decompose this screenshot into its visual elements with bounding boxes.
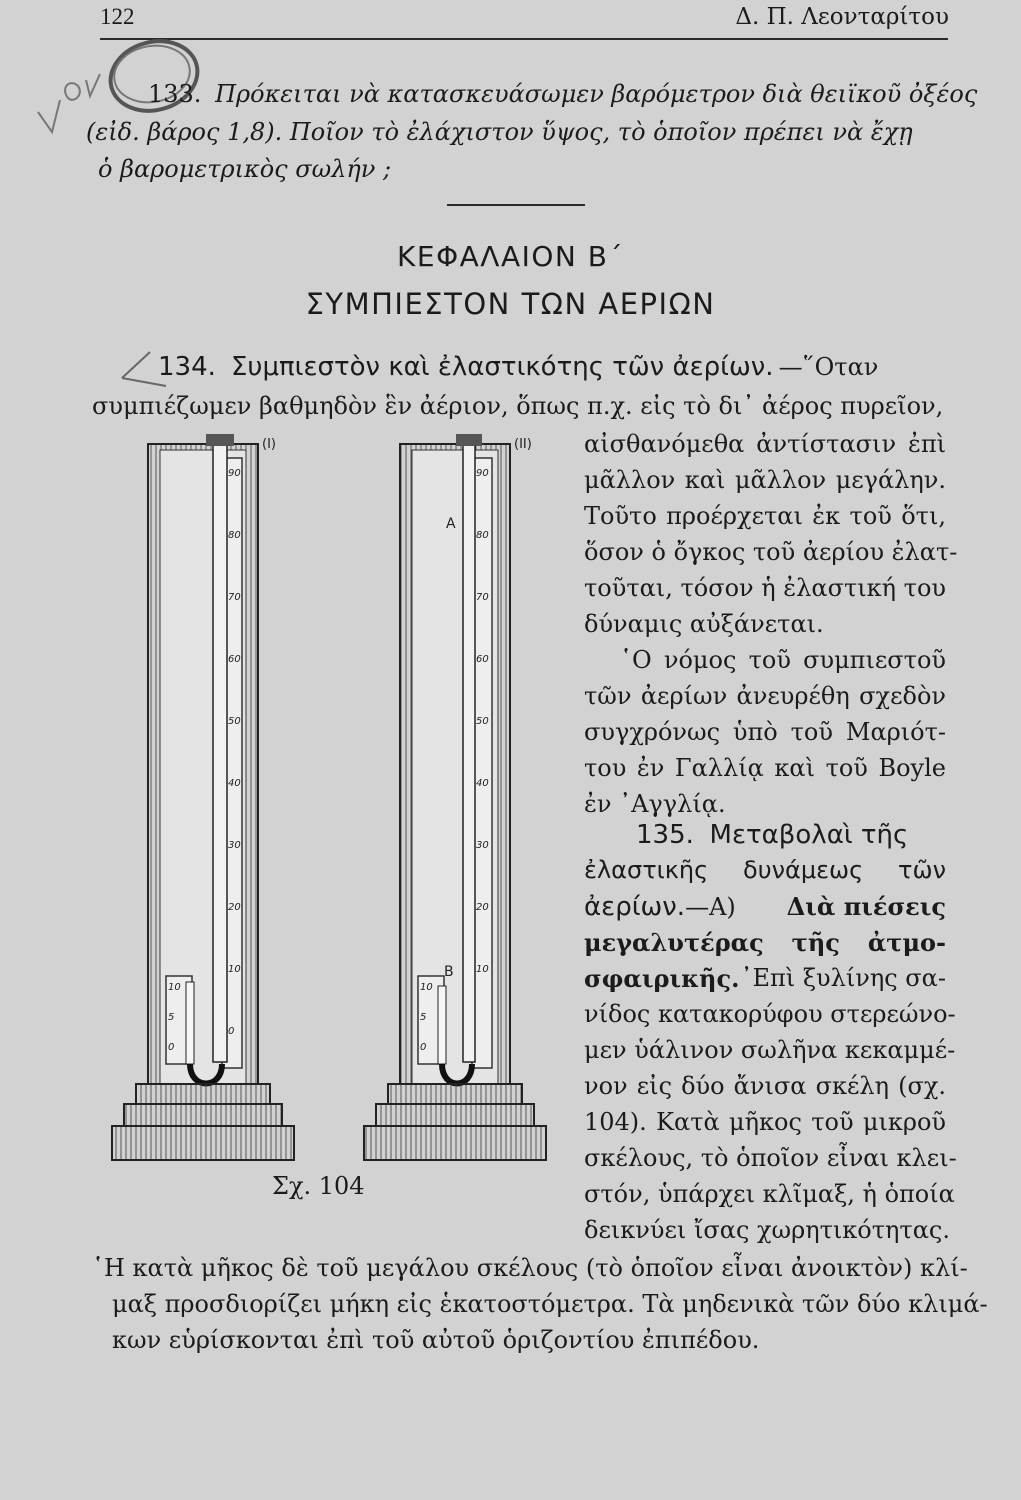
scale-ii-tick: 50 bbox=[476, 716, 489, 727]
exercise-line-2: (εἰδ. βάρος 1,8). Ποῖον τὸ ἐλάχιστον ὕψος, τὸ ὁποῖον πρέπει νὰ ἔχῃ bbox=[86, 118, 913, 146]
scale-i-tick: 20 bbox=[228, 902, 241, 913]
s135-body-line: 104). Κατὰ μῆκος τοῦ μικροῦ bbox=[584, 1108, 946, 1136]
scale-i-small-tick: 5 bbox=[168, 1012, 175, 1023]
scale-ii-tick: 10 bbox=[476, 964, 489, 975]
scale-ii-tick: 20 bbox=[476, 902, 489, 913]
s135-heading-3a: ἀερίων. bbox=[584, 892, 686, 922]
scale-i-tick: 80 bbox=[228, 530, 241, 541]
section-134-heading: Συμπιεστὸν καὶ ἐλαστικότης τῶν ἀερίων. bbox=[230, 352, 774, 382]
s135-heading-line-1 bbox=[636, 820, 946, 850]
exercise-number: 133. bbox=[148, 80, 202, 108]
right-column bbox=[584, 430, 958, 1210]
section-134-line-2: συμπιέζωμεν βαθμηδὸν ἓν ἀέριον, ὅπως π.χ. εἰς τὸ δι᾿ ἀέρος πυρεῖον, bbox=[92, 392, 944, 420]
scale-i-tick: 60 bbox=[228, 654, 241, 665]
page-number: 122 bbox=[100, 4, 135, 29]
scale-ii-tick: 60 bbox=[476, 654, 489, 665]
section-135-heading-1: Μεταβολαὶ τῆς bbox=[709, 820, 909, 850]
exercise-line-1 bbox=[148, 80, 977, 108]
scale-ii-small-tick: 0 bbox=[420, 1042, 427, 1053]
s135-sub-3: Διὰ πιέσεις bbox=[786, 892, 946, 921]
s134-col-line: μᾶλλον καὶ μᾶλλον μεγάλην. bbox=[584, 466, 946, 494]
section-135-number: 135. bbox=[636, 820, 694, 850]
scale-ii-small-tick: 10 bbox=[420, 982, 433, 993]
section-134-number: 134. bbox=[158, 352, 216, 382]
figure-104 bbox=[110, 430, 580, 1170]
scale-ii-tick: 80 bbox=[476, 530, 489, 541]
s134-para2-line: του ἐν Γαλλίᾳ καὶ τοῦ Boyle bbox=[584, 754, 946, 782]
s135-full-line: ῾Η κατὰ μῆκος δὲ τοῦ μεγάλου σκέλους (τὸ ὁποῖον εἶναι ἀνοικτὸν) κλί- bbox=[92, 1254, 968, 1282]
s135-full-line: κων εὑρίσκονται ἐπὶ τοῦ αὐτοῦ ὁριζοντίου ἐπιπέδου. bbox=[112, 1326, 760, 1354]
s135-body-5: ᾿Επὶ ξυλίνης σα- bbox=[740, 964, 946, 992]
scale-i-small-tick: 10 bbox=[168, 982, 181, 993]
section-separator bbox=[447, 204, 585, 206]
s134-col-line: τοῦται, τόσον ἡ ἐλαστική του bbox=[584, 574, 946, 602]
scale-i-tick: 10 bbox=[228, 964, 241, 975]
s134-col-line: Τοῦτο προέρχεται ἐκ τοῦ ὅτι, bbox=[584, 502, 946, 530]
figure-label-i: (I) bbox=[262, 437, 276, 452]
scale-ii-small-tick: 5 bbox=[420, 1012, 427, 1023]
s134-para2-line: τῶν ἀερίων ἀνευρέθη σχεδὸν bbox=[584, 682, 946, 710]
s134-col-line: αἰσθανόμεθα ἀντίστασιν ἐπὶ bbox=[584, 430, 946, 458]
scale-ii-tick: 40 bbox=[476, 778, 489, 789]
pencil-bracket-mark bbox=[120, 348, 200, 392]
running-header-author: Δ. Π. Λεονταρίτου bbox=[735, 4, 949, 30]
marker-b: B bbox=[444, 964, 454, 980]
s135-body-line: νίδος κατακορύφου στερεώνο- bbox=[584, 1000, 956, 1028]
scale-i-tick: 30 bbox=[228, 840, 241, 851]
marker-a: A bbox=[446, 516, 456, 532]
s135-sub-line-4: μεγαλυτέρας τῆς ἀτμο- bbox=[584, 928, 946, 957]
section-134-heading-line bbox=[158, 352, 948, 382]
s135-line-5 bbox=[584, 964, 946, 993]
s135-heading-3b: —Α) bbox=[685, 893, 736, 921]
scale-i-small-tick: 0 bbox=[168, 1042, 175, 1053]
exercise-line-3: ὁ βαρομετρικὸς σωλήν ; bbox=[98, 155, 392, 183]
s135-body-line: στόν, ὑπάρχει κλῖμαξ, ἡ ὁποία bbox=[584, 1180, 955, 1208]
section-134-run-in: —῞Οταν bbox=[778, 353, 879, 381]
s134-col-line: δύναμις αὐξάνεται. bbox=[584, 610, 824, 638]
s135-body-line: δεικνύει ἴσας χωρητικότητας. bbox=[584, 1216, 950, 1244]
scale-i-tick: 90 bbox=[228, 468, 241, 479]
chapter-label: ΚΕΦΑΛΑΙΟΝ Β΄ bbox=[397, 240, 624, 273]
scale-i-tick: 50 bbox=[228, 716, 241, 727]
s134-para2-line: ἐν ᾿Αγγλίᾳ. bbox=[584, 790, 726, 818]
s135-full-line: μαξ προσδιορίζει μήκη εἰς ἑκατοστόμετρα. Τὰ μηδενικὰ τῶν δύο κλιμά- bbox=[112, 1290, 988, 1318]
scale-i-tick: 40 bbox=[228, 778, 241, 789]
apparatus-ii bbox=[364, 434, 546, 1160]
header-rule bbox=[100, 38, 948, 40]
scale-ii-tick: 30 bbox=[476, 840, 489, 851]
scale-i-tick: 0 bbox=[228, 1026, 235, 1037]
s135-body-line: σκέλους, τὸ ὁποῖον εἶναι κλει- bbox=[584, 1144, 957, 1172]
figure-caption: Σχ. 104 bbox=[272, 1172, 365, 1200]
chapter-title: ΣΥΜΠΙΕΣΤΟΝ ΤΩΝ ΑΕΡΙΩΝ bbox=[305, 287, 716, 321]
s134-para2-line: ῾Ο νόμος τοῦ συμπιεστοῦ bbox=[620, 646, 946, 674]
s135-body-line: μεν ὑάλινον σωλῆνα κεκαμμέ- bbox=[584, 1036, 956, 1064]
s134-col-line: ὅσον ὁ ὄγκος τοῦ ἀερίου ἐλατ- bbox=[584, 538, 958, 566]
s135-heading-line-2: ἐλαστικῆς δυνάμεως τῶν bbox=[584, 856, 946, 884]
apparatus-i bbox=[112, 434, 294, 1160]
s135-body-line: νον εἰς δύο ἄνισα σκέλη (σχ. bbox=[584, 1072, 946, 1100]
figure-label-ii: (II) bbox=[514, 437, 532, 452]
s134-para2-line: συγχρόνως ὑπὸ τοῦ Μαριότ- bbox=[584, 718, 946, 746]
s135-sub-5: σφαιρικῆς. bbox=[584, 964, 740, 993]
exercise-text-1: Πρόκειται νὰ κατασκευάσωμεν βαρόμετρον διὰ θειϊκοῦ ὀξέος bbox=[215, 80, 978, 108]
s135-heading-line-3 bbox=[584, 892, 946, 922]
scale-i-tick: 70 bbox=[228, 592, 241, 603]
scale-ii-tick: 70 bbox=[476, 592, 489, 603]
scale-ii-tick: 90 bbox=[476, 468, 489, 479]
